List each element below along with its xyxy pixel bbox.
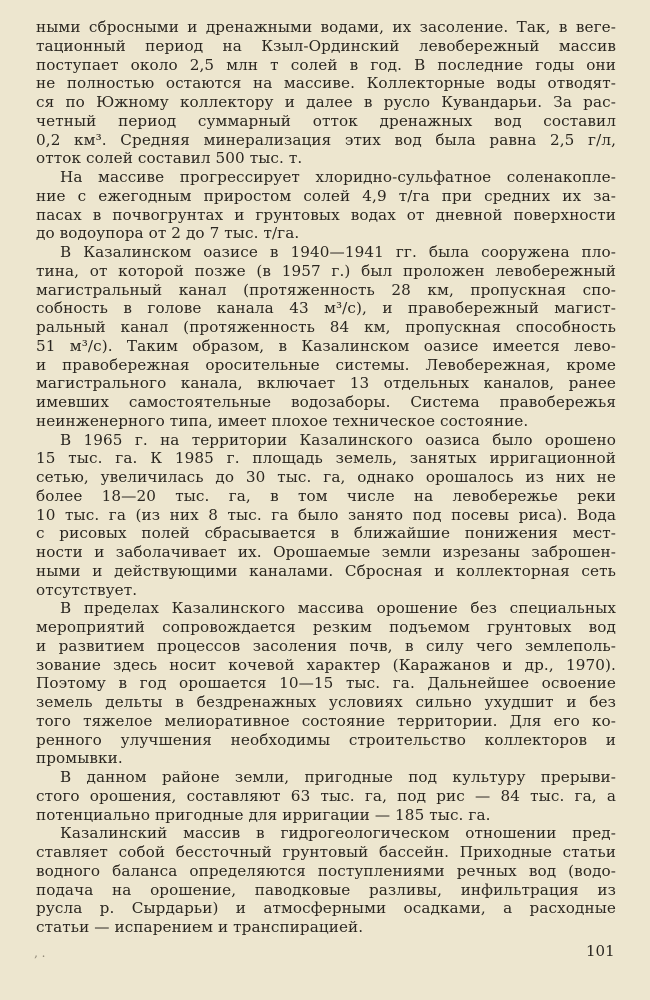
text-line: поступает около 2,5 млн т солей в год. В последние годы они: [36, 55, 616, 74]
text-line: пасах в почвогрунтах и грунтовых водах от дневной поверхности: [36, 205, 616, 224]
text-line: четный период суммарный отток дренажных вод составил: [36, 111, 616, 130]
text-line: ными и действующими каналами. Сбросная и коллекторная сеть: [36, 561, 616, 580]
text-line: ренного улучшения необходимы строительство коллекторов и: [36, 730, 616, 749]
text-line: тационный период на Кзыл-Ординский левобережный массив: [36, 36, 616, 55]
document-body: [36, 18, 616, 937]
text-line: отсутствует.: [36, 580, 138, 599]
text-line: магистральный канал (протяженность 28 км, пропускная спо-: [36, 280, 616, 299]
text-line: Казалинский массив в гидрогеологическом отношении пред-: [60, 824, 616, 843]
text-line: собность в голове канала 43 м³/с), и правобережный магист-: [36, 299, 616, 318]
text-line: На массиве прогрессирует хлоридно-сульфатное соленакопле-: [60, 168, 616, 186]
text-line: В 1965 г. на территории Казалинского оазиса было орошено: [60, 430, 616, 449]
text-line: того тяжелое мелиоративное состояние территории. Для его ко-: [36, 711, 616, 730]
text-line: и правобережная оросительные системы. Левобережная, кроме: [36, 355, 616, 374]
text-line: статьи — испарением и транспирацией.: [36, 918, 364, 936]
text-line: В данном районе земли, пригодные под культуру прерыви-: [60, 768, 616, 786]
text-line: тина, от которой позже (в 1957 г.) был проложен левобережный: [36, 261, 616, 280]
text-line: неинженерного типа, имеет плохое техническое состояние.: [36, 411, 529, 430]
text-line: ности и заболачивает их. Орошаемые земли изрезаны заброшен-: [36, 543, 616, 561]
text-line: ся по Южному коллектору и далее в русло Кувандарьи. За рас-: [36, 93, 616, 111]
text-line: мероприятий сопровождается резким подъемом грунтовых вод: [36, 618, 616, 636]
page-number: 101: [586, 942, 615, 960]
text-line: зование здесь носит кочевой характер (Каражанов и др., 1970).: [36, 655, 616, 674]
text-line: русла р. Сырдарьи) и атмосферными осадками, а расходные: [36, 899, 616, 918]
text-line: В пределах Казалинского массива орошение без специальных: [60, 599, 616, 618]
text-line: ставляет собой бессточный грунтовый бассейн. Приходные статьи: [36, 843, 616, 861]
text-line: с рисовых полей сбрасывается в ближайшие понижения мест-: [36, 524, 616, 543]
text-line: 51 м³/с). Таким образом, в Казалинском оазисе имеется лево-: [36, 336, 616, 355]
text-line: и развитием процессов засоления почв, в силу чего землеполь-: [36, 636, 616, 655]
text-line: земель дельты в бездренажных условиях сильно ухудшит и без: [36, 693, 616, 711]
text-line: магистрального канала, включает 13 отдельных каналов, ранее: [36, 374, 616, 393]
text-line: более 18—20 тыс. га, в том числе на левобережье реки: [36, 486, 616, 505]
text-line: водного баланса определяются поступлениями речных вод (водо-: [36, 861, 616, 880]
text-line: ние с ежегодным приростом солей 4,9 т/га при средних их за-: [36, 186, 616, 205]
text-line: 15 тыс. га. К 1985 г. площадь земель, занятых ирригационной: [36, 449, 616, 468]
text-line: ральный канал (протяженность 84 км, пропускная способность: [36, 318, 616, 336]
text-line: 0,2 км³. Средняя минерализация этих вод была равна 2,5 г/л,: [36, 130, 616, 149]
text-line: до водоупора от 2 до 7 тыс. т/га.: [36, 224, 300, 243]
text-line: подача на орошение, паводковые разливы, инфильтрация из: [36, 880, 616, 899]
text-line: 10 тыс. га (из них 8 тыс. га было занято под посевы риса). Вода: [36, 505, 616, 524]
text-line: сетью, увеличилась до 30 тыс. га, однако орошалось из них не: [36, 468, 616, 486]
page-mark: ‚ .: [34, 946, 46, 960]
text-line: отток солей составил 500 тыс. т.: [36, 149, 303, 168]
text-line: В Казалинском оазисе в 1940—1941 гг. была сооружена пло-: [60, 243, 616, 261]
text-line: стого орошения, составляют 63 тыс. га, под рис — 84 тыс. га, а: [36, 786, 616, 805]
text-line: ными сбросными и дренажными водами, их засоление. Так, в веге-: [36, 18, 616, 36]
text-line: потенциально пригодные для ирригации — 185 тыс. га.: [36, 805, 491, 824]
text-line: промывки.: [36, 749, 123, 768]
text-line: Поэтому в год орошается 10—15 тыс. га. Дальнейшее освоение: [36, 674, 616, 693]
text-line: имевших самостоятельные водозаборы. Система правобережья: [36, 393, 616, 411]
text-line: не полностью остаются на массиве. Коллекторные воды отводят-: [36, 74, 616, 93]
